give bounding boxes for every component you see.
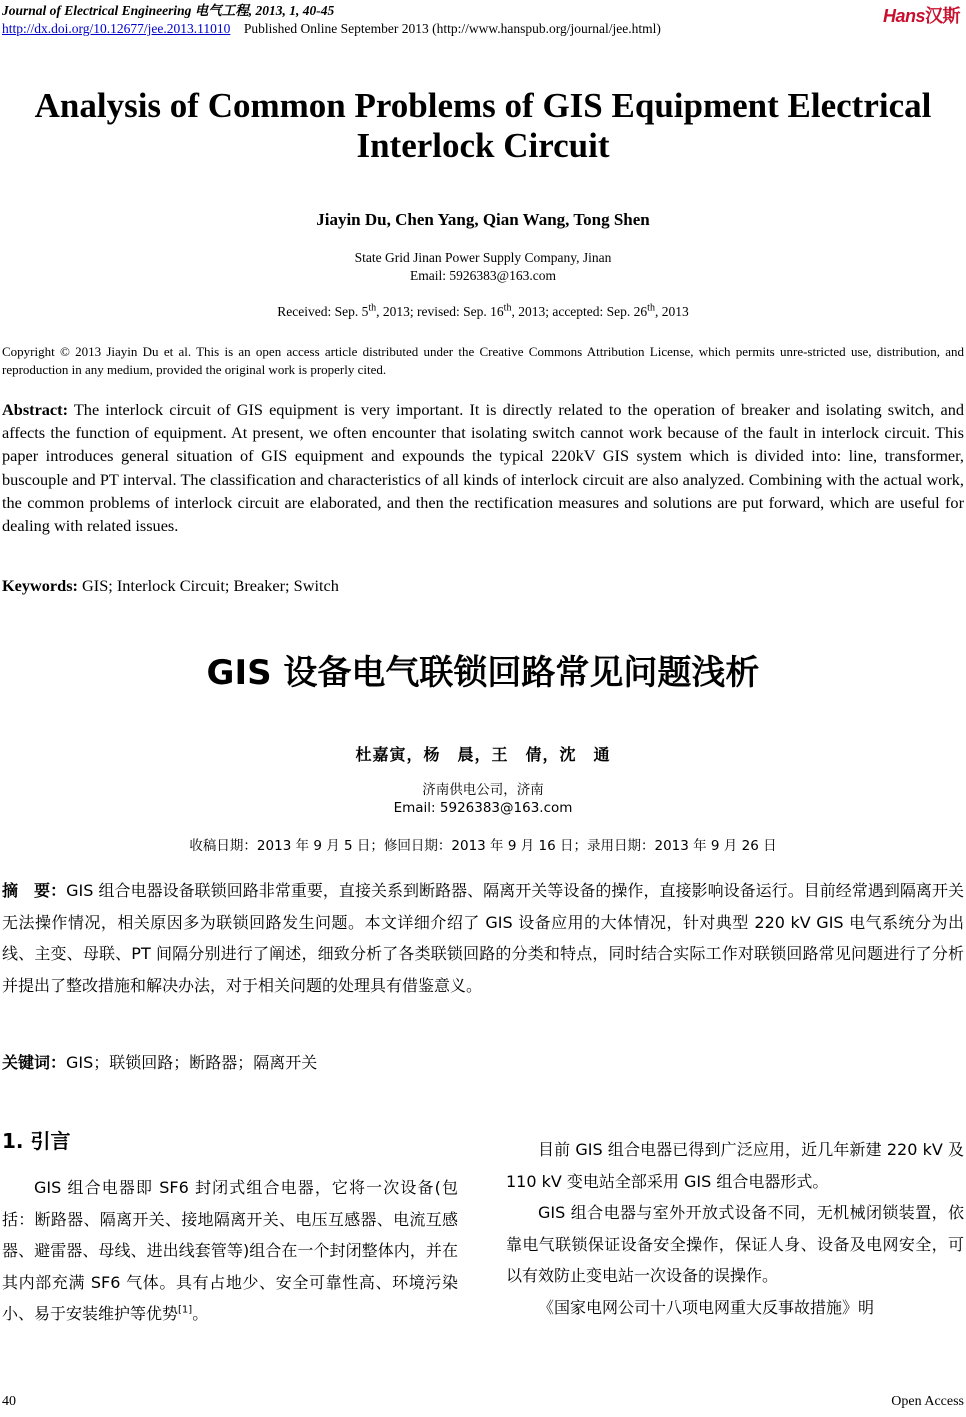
body-paragraph: GIS 组合电器即 SF6 封闭式组合电器，它将一次设备(包括：断路器、隔离开关、接地隔离开关、电压互感器、电流互感器、避雷器、母线、进出线套管等)组合在一个封闭整体内，并在其内部充满 SF6 气体。具有占地少、安全可靠性高、环境污染小、易于安装维护等优势[1]。 — [2, 1178, 458, 1323]
journal-header — [2, 2, 661, 38]
chinese-dates: 收稿日期：2013 年 9 月 5 日；修回日期：2013 年 9 月 16 日；录用日期：2013 年 9 月 26 日 — [189, 838, 777, 854]
body-paragraph: 目前 GIS 组合电器已得到广泛应用，近几年新建 220 kV 及 110 kV 变电站全部采用 GIS 组合电器形式。 — [506, 1140, 964, 1191]
chinese-abstract: 摘 要：GIS 组合电器设备联锁回路非常重要，直接关系到断路器、隔离开关等设备的操作，直接影响设备运行。目前经常遇到隔离开关无法操作情况，相关原因多为联锁回路发生问题。本文详细介绍了 GIS 设备应用的大体情况，针对典型 220 kV GIS 电气系统分为出线、主变、母联、PT 间隔分别进行了阐述，细致分析了各类联锁回路的分类和特点，同时结合实际工作对联锁回路常见问题进行了分析并提出了整改措施和解决办法，对于相关问题的处理具有借鉴意义。 — [2, 881, 964, 995]
published-note: Published Online September 2013 (http://www.hanspub.org/journal/jee.html) — [243, 21, 661, 36]
right-column — [506, 1134, 964, 1323]
chinese-keywords: 关键词：GIS；联锁回路；断路器；隔离开关 — [2, 1053, 318, 1072]
chinese-affiliation: 济南供电公司，济南 Email: 5926383@163.com — [393, 782, 573, 816]
english-abstract: Abstract: The interlock circuit of GIS equipment is very important. It is directly related to the operation of breaker and isolating switch, and affects the function of equipment. At present, we often encounter that isolating switch cannot work because of the fault in interlock circuit. This paper introduces general situation of GIS equipment and expounds the typical 220kV GIS system which is divided into: line, transformer, buscouple and PT interval. The classification and characteristics of all kinds of interlock circuit are also analyzed. Combining with the actual work, the common problems of interlock circuit are elaborated, and then the rectification measures and solutions are put forward, which are useful for dealing with related issues. — [2, 400, 964, 536]
english-keywords: Keywords: GIS; Interlock Circuit; Breaker; Switch — [2, 576, 339, 595]
left-column — [2, 1172, 458, 1330]
publisher-logo: Hans汉斯 — [882, 6, 960, 26]
doi-line — [2, 20, 661, 38]
english-authors: Jiayin Du, Chen Yang, Qian Wang, Tong Shen — [316, 210, 650, 229]
chinese-title: GIS 设备电气联锁回路常见问题浅析 — [206, 653, 760, 693]
copyright-notice: Copyright © 2013 Jiayin Du et al. This is an open access article distributed under the Creative Commons Attribution License, which permits unre-stricted use, distribution, and reproduction in any medium, provided the original work is properly cited. — [2, 344, 964, 377]
body-paragraph: GIS 组合电器与室外开放式设备不同，无机械闭锁装置，依靠电气联锁保证设备安全操作，保证人身、设备及电网安全，可以有效防止变电站一次设备的误操作。 — [506, 1203, 964, 1285]
journal-citation: Journal of Electrical Engineering 电气工程, 2013, 1, 40-45 — [2, 3, 335, 18]
english-dates: Received: Sep. 5th, 2013; revised: Sep. 16th, 2013; accepted: Sep. 26th, 2013 — [277, 302, 689, 319]
english-affiliation: State Grid Jinan Power Supply Company, Jinan Email: 5926383@163.com — [354, 250, 612, 283]
open-access-label: Open Access — [891, 1394, 964, 1409]
citation-ref[interactable]: [1] — [178, 1304, 193, 1316]
doi-link[interactable]: http://dx.doi.org/10.12677/jee.2013.11010 — [2, 21, 231, 36]
english-title: Analysis of Common Problems of GIS Equipment Electrical Interlock Circuit — [34, 86, 932, 165]
page-number: 40 — [2, 1394, 16, 1409]
body-paragraph: 《国家电网公司十八项电网重大反事故措施》明 — [538, 1297, 875, 1317]
chinese-authors: 杜嘉寅，杨 晨，王 倩，沈 通 — [355, 745, 611, 764]
section-heading: 1. 引言 — [2, 1129, 71, 1153]
